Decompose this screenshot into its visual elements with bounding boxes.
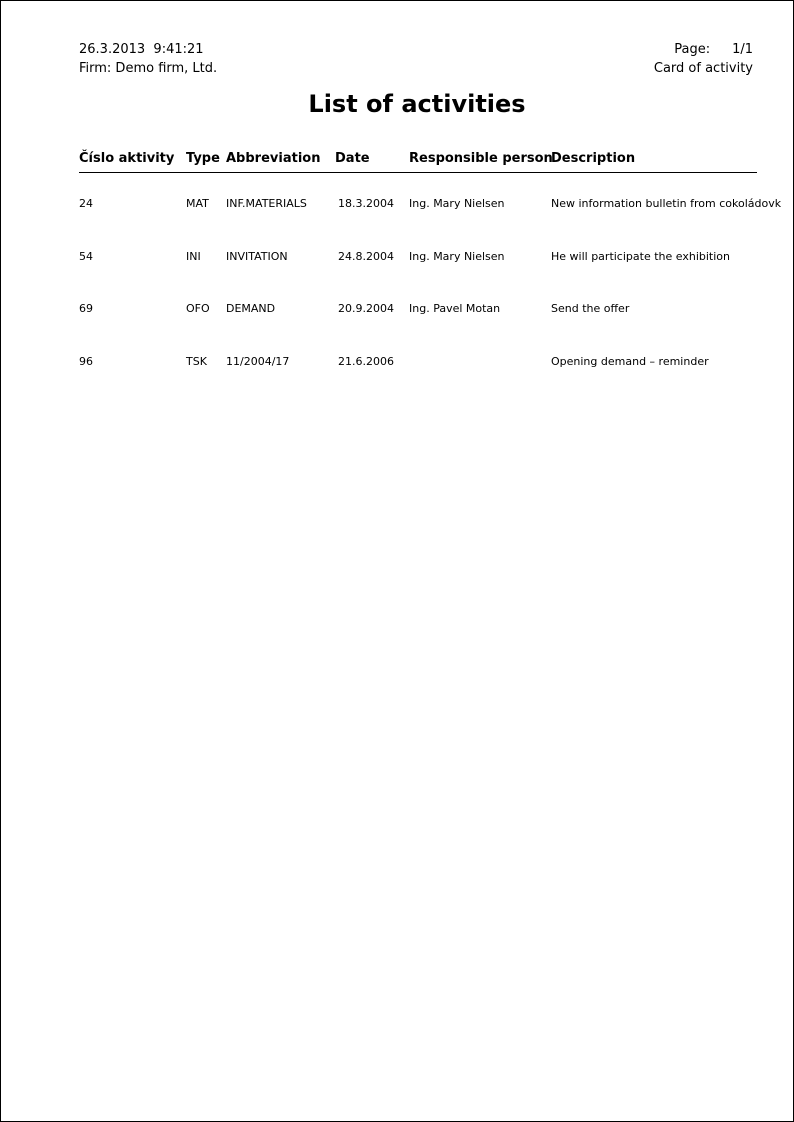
- column-header-date: Date: [335, 151, 370, 166]
- cell-abbreviation: INVITATION: [226, 250, 288, 263]
- table-row: [1, 250, 793, 270]
- cell-responsible: Ing. Mary Nielsen: [409, 197, 505, 210]
- table-row: [1, 355, 793, 375]
- cell-date: 20.9.2004: [338, 302, 394, 315]
- cell-abbreviation: 11/2004/17: [226, 355, 290, 368]
- cell-type: INI: [186, 250, 201, 263]
- column-header-responsible: Responsible person: [409, 151, 553, 166]
- firm-name: Firm: Demo firm, Ltd.: [79, 61, 218, 76]
- cell-description: New information bulletin from cokoládovk: [551, 197, 782, 210]
- report-name: Card of activity: [653, 61, 753, 76]
- cell-description: Send the offer: [551, 302, 630, 315]
- column-header-type: Type: [186, 151, 220, 166]
- cell-number: 69: [79, 302, 93, 315]
- cell-number: 54: [79, 250, 93, 263]
- cell-number: 96: [79, 355, 93, 368]
- cell-abbreviation: INF.MATERIALS: [226, 197, 307, 210]
- table-row: [1, 302, 793, 322]
- cell-date: 18.3.2004: [338, 197, 394, 210]
- page-label: Page:: [674, 42, 711, 57]
- page-indicator: [674, 42, 753, 58]
- cell-description: He will participate the exhibition: [551, 250, 730, 263]
- cell-type: MAT: [186, 197, 209, 210]
- table-row: [1, 197, 793, 217]
- page-number: 1/1: [732, 42, 753, 57]
- cell-type: TSK: [186, 355, 207, 368]
- cell-responsible: Ing. Pavel Motan: [409, 302, 501, 315]
- column-header-abbreviation: Abbreviation: [226, 151, 321, 166]
- cell-number: 24: [79, 197, 93, 210]
- cell-responsible: Ing. Mary Nielsen: [409, 250, 505, 263]
- cell-abbreviation: DEMAND: [226, 302, 276, 315]
- cell-type: OFO: [186, 302, 210, 315]
- cell-date: 21.6.2006: [338, 355, 394, 368]
- report-datetime: 26.3.2013 9:41:21: [79, 42, 204, 57]
- header-divider: [79, 172, 757, 173]
- column-header-description: Description: [551, 151, 636, 166]
- column-header-number: Číslo aktivity: [79, 151, 175, 166]
- cell-date: 24.8.2004: [338, 250, 394, 263]
- page-title: List of activities: [308, 90, 526, 118]
- cell-description: Opening demand – reminder: [551, 355, 709, 368]
